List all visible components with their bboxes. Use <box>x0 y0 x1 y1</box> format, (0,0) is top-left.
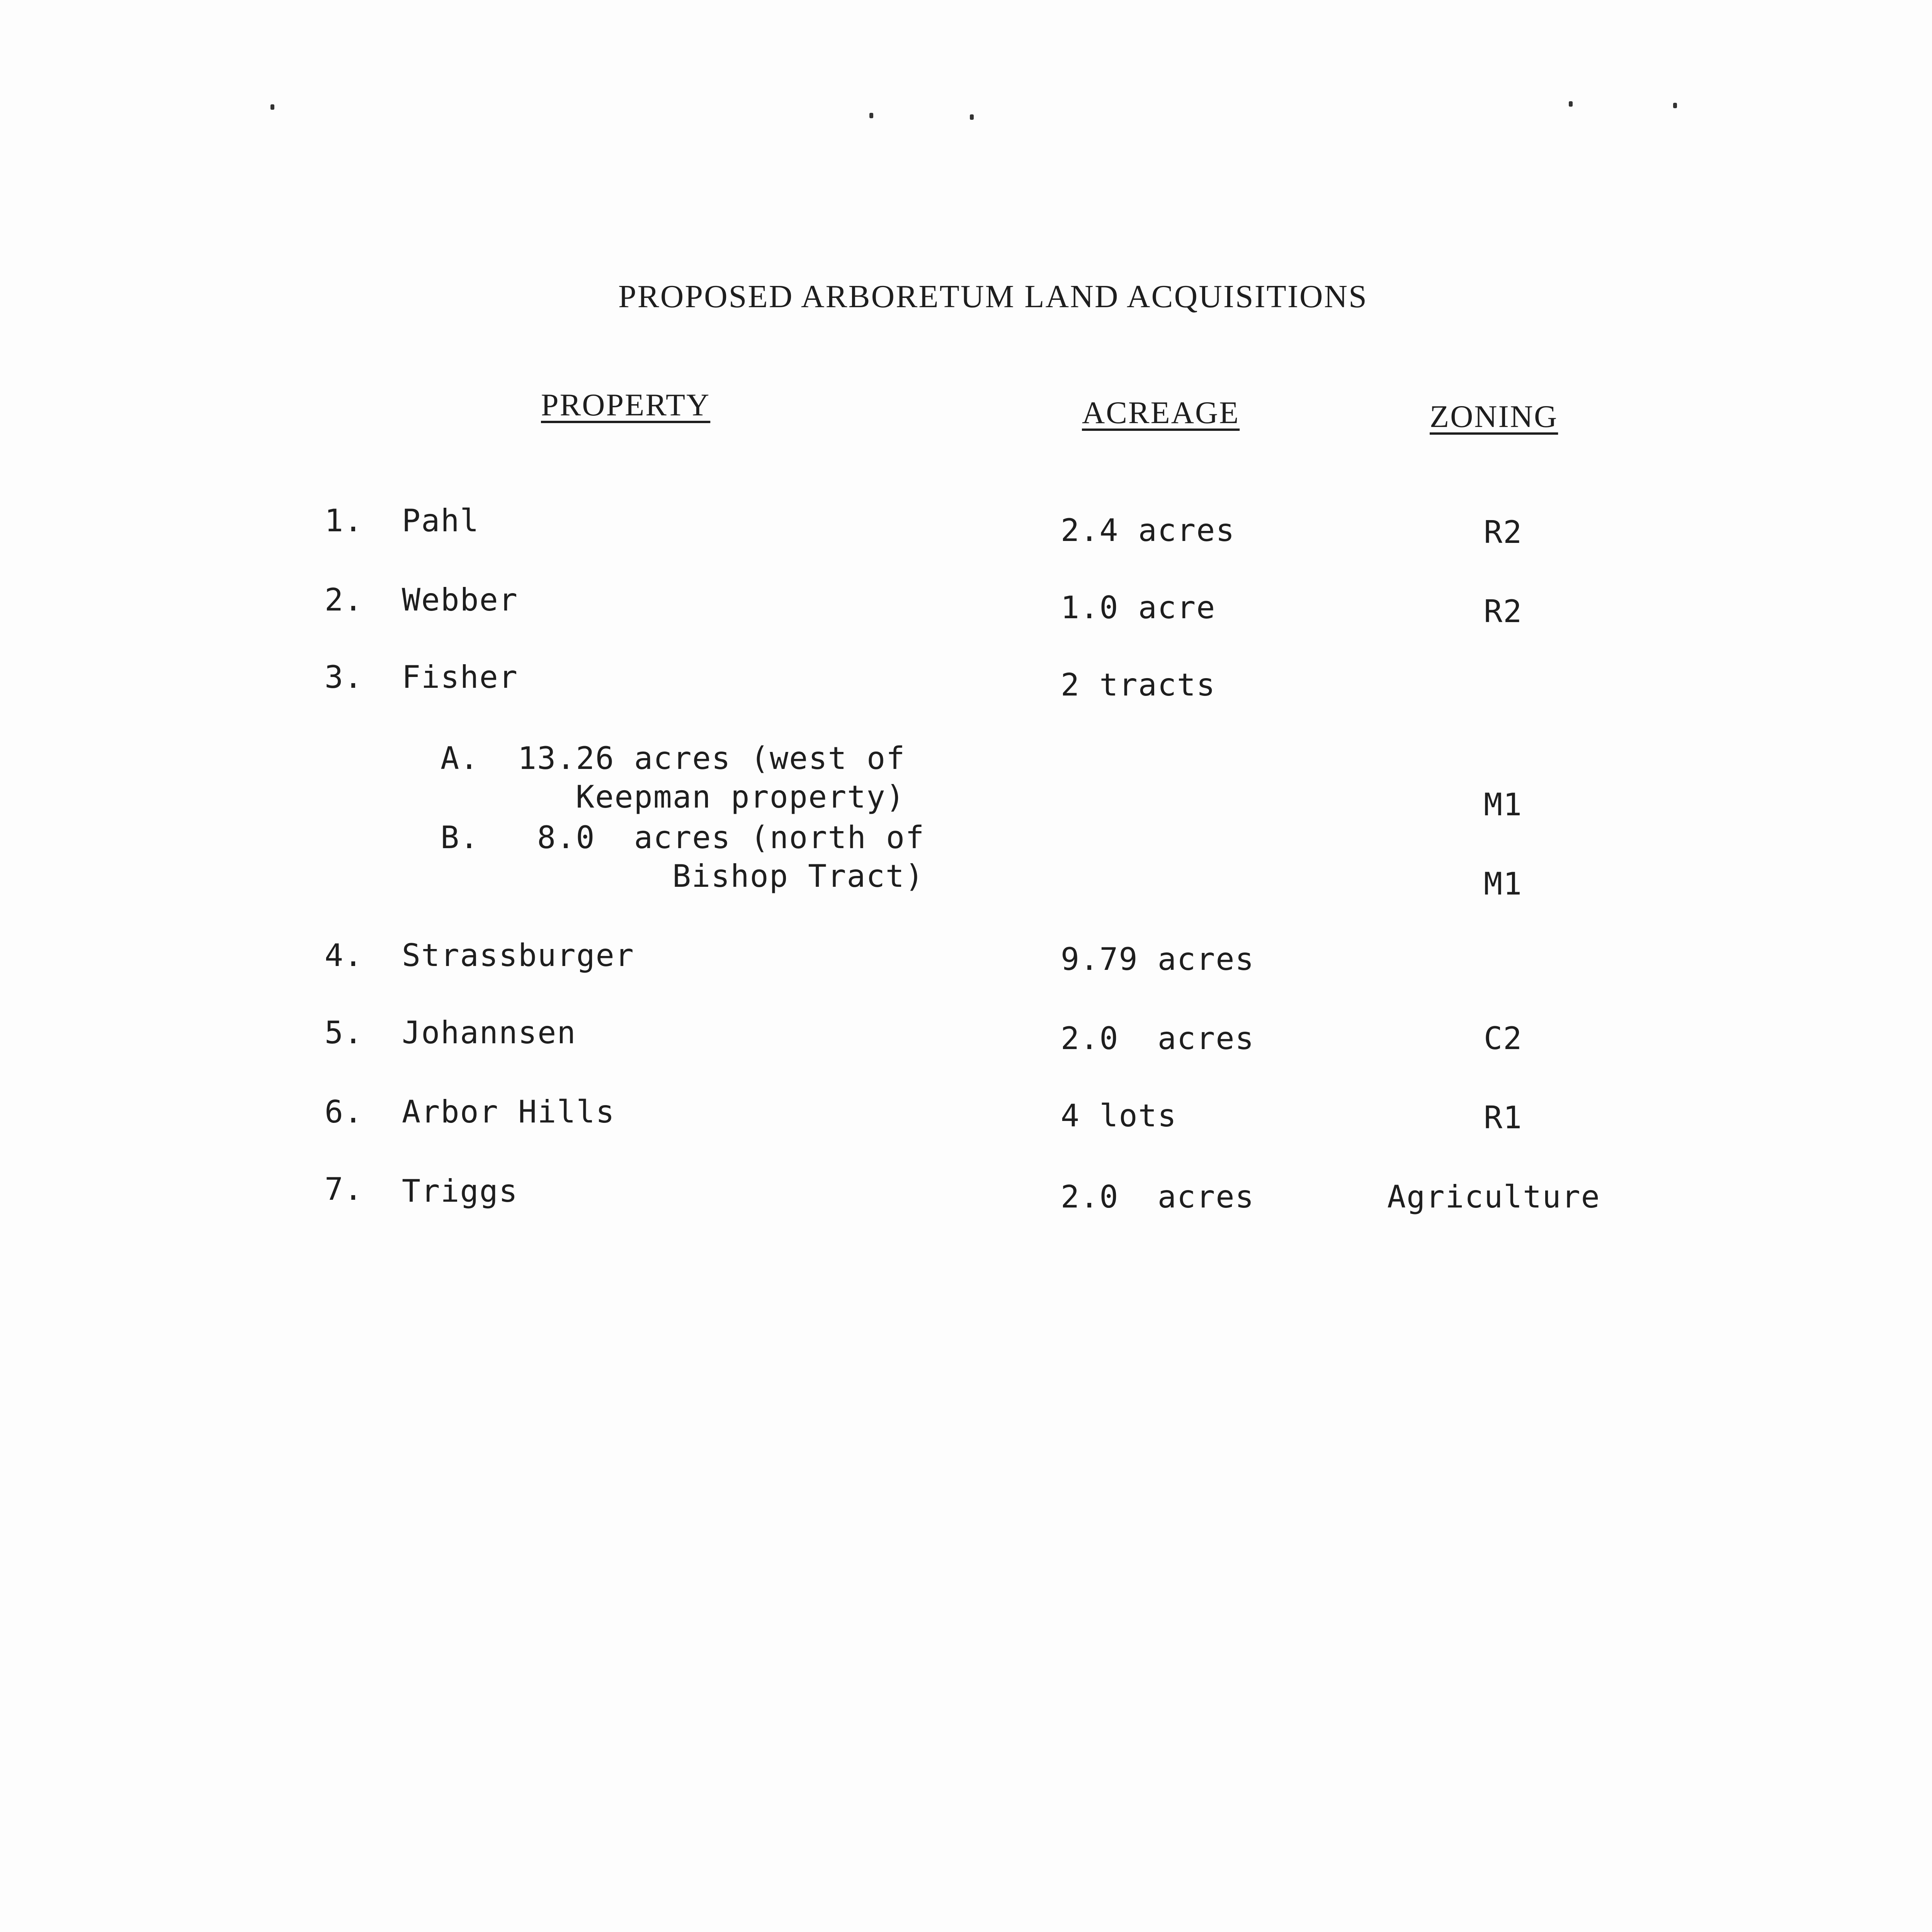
row-zoning: R2 <box>1484 594 1523 629</box>
row-property: Triggs <box>402 1173 518 1209</box>
ink-speck <box>270 104 274 110</box>
row-acreage: 1.0 acre <box>1061 590 1216 626</box>
ink-speck <box>1569 101 1573 107</box>
tract-letter: B. <box>440 820 480 855</box>
row-property: Johannsen <box>402 1015 577 1051</box>
row-number: 3. <box>325 659 364 695</box>
page-title: PROPOSED ARBORETUM LAND ACQUISITIONS <box>618 279 1368 315</box>
header-zoning: ZONING <box>1430 399 1558 434</box>
row-zoning: R2 <box>1484 514 1523 550</box>
row-acreage: 2 tracts <box>1061 667 1216 703</box>
ink-speck <box>1673 103 1677 108</box>
row-acreage: 2.4 acres <box>1061 512 1235 548</box>
ink-speck <box>970 114 974 120</box>
row-property: Arbor Hills <box>402 1094 615 1130</box>
tract-description: 8.0 acres (north of <box>537 820 925 855</box>
tract-description: Bishop Tract) <box>672 858 925 894</box>
row-number: 5. <box>325 1015 364 1051</box>
row-acreage: 9.79 acres <box>1061 941 1255 977</box>
row-number: 2. <box>325 582 364 618</box>
tract-letter: A. <box>440 740 480 776</box>
row-zoning: C2 <box>1484 1020 1523 1056</box>
ink-speck <box>869 113 873 118</box>
tract-description: 13.26 acres (west of <box>518 740 906 776</box>
row-zoning: Agriculture <box>1387 1179 1600 1215</box>
row-zoning: R1 <box>1484 1100 1523 1136</box>
tract-zoning: M1 <box>1484 866 1523 902</box>
row-property: Strassburger <box>402 937 634 973</box>
row-acreage: 2.0 acres <box>1061 1179 1255 1215</box>
row-acreage: 2.0 acres <box>1061 1020 1255 1056</box>
row-property: Fisher <box>402 659 518 695</box>
row-number: 4. <box>325 937 364 973</box>
tract-zoning: M1 <box>1484 787 1523 823</box>
tract-description: Keepman property) <box>576 779 905 815</box>
row-acreage: 4 lots <box>1061 1098 1177 1134</box>
row-property: Webber <box>402 582 518 618</box>
row-property: Pahl <box>402 503 480 539</box>
row-number: 7. <box>325 1171 364 1207</box>
row-number: 6. <box>325 1094 364 1130</box>
header-acreage: ACREAGE <box>1082 395 1240 430</box>
header-property: PROPERTY <box>541 387 711 422</box>
row-number: 1. <box>325 503 364 539</box>
